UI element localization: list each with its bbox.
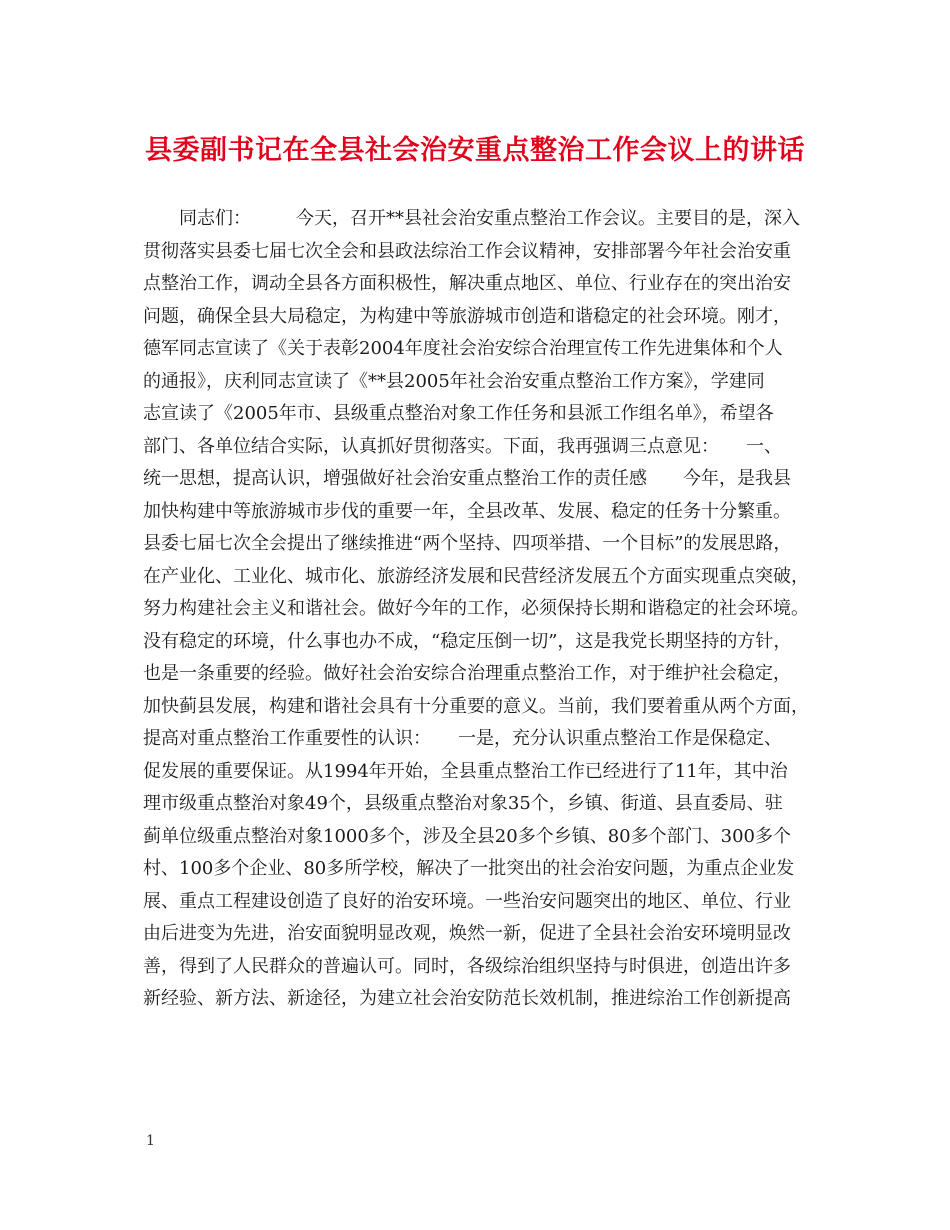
body-line: 努力构建社会主义和谐社会。做好今年的工作，必须保持长期和谐稳定的社会环境。 xyxy=(143,598,809,619)
body-line: 志宣读了《2005年市、县级重点整治对象工作任务和县派工作组名单》，希望各 xyxy=(143,403,774,424)
body-line: 在产业化、工业化、城市化、旅游经济发展和民营经济发展五个方面实现重点突破， xyxy=(143,565,809,587)
body-line: 蓟单位级重点整治对象1000多个，涉及全县20多个乡镇、80多个部门、300多个 xyxy=(143,825,791,847)
body-line: 部门、各单位结合实际，认真抓好贯彻落实。下面，我再强调三点意见： 一、 xyxy=(143,435,782,457)
body-line: 提高对重点整治工作重要性的认识： 一是，充分认识重点整治工作是保稳定、 xyxy=(143,728,782,749)
body-line: 统一思想，提高认识，增强做好社会治安重点整治工作的责任感 今年，是我县 xyxy=(143,468,791,489)
body-line: 的通报》，庆利同志宣读了《**县2005年社会治安重点整治工作方案》，学建同 xyxy=(143,370,765,392)
body-line: 问题，确保全县大局稳定，为构建中等旅游城市创造和谐稳定的社会环境。刚才， xyxy=(143,305,791,327)
body-line: 村、100多个企业、80多所学校，解决了一批突出的社会治安问题，为重点企业发 xyxy=(143,858,795,879)
document-body xyxy=(143,203,827,1016)
body-line: 善，得到了人民群众的普遍认可。同时，各级综治组织坚持与时俱进，创造出许多 xyxy=(143,955,791,977)
body-line: 新经验、新方法、新途径，为建立社会治安防范长效机制，推进综治工作创新提高 xyxy=(143,988,791,1009)
body-line: 加快蓟县发展，构建和谐社会具有十分重要的意义。当前，我们要着重从两个方面， xyxy=(143,695,809,717)
body-line: 加快构建中等旅游城市步伐的重要一年，全县改革、发展、稳定的任务十分繁重。 xyxy=(143,500,791,522)
document-title: 县委副书记在全县社会治安重点整治工作会议上的讲话 xyxy=(145,135,805,166)
body-line: 由后进变为先进，治安面貌明显改观，焕然一新，促进了全县社会治安环境明显改 xyxy=(143,923,791,944)
body-line: 理市级重点整治对象49个，县级重点整治对象35个，乡镇、街道、县直委局、驻 xyxy=(143,793,783,814)
body-line: 县委七届七次全会提出了继续推进“两个坚持、四项举措、一个目标”的发展思路， xyxy=(143,533,792,554)
body-line: 没有稳定的环境，什么事也办不成，“稳定压倒一切”，这是我党长期坚持的方针， xyxy=(143,630,792,652)
page-number: 1 xyxy=(146,1133,155,1149)
body-line: 贯彻落实县委七届七次全会和县政法综治工作会议精神，安排部署今年社会治安重 xyxy=(143,240,791,262)
body-line: 展、重点工程建设创造了良好的治安环境。一些治安问题突出的地区、单位、行业 xyxy=(143,890,791,912)
body-line: 促发展的重要保证。从1994年开始，全县重点整治工作已经进行了11年，其中治 xyxy=(143,760,788,782)
body-line: 也是一条重要的经验。做好社会治安综合治理重点整治工作，对于维护社会稳定， xyxy=(143,663,791,684)
body-line: 德军同志宣读了《关于表彰2004年度社会治安综合治理宣传工作先进集体和个人 xyxy=(143,338,783,359)
body-line: 同志们： 今天，召开**县社会治安重点整治工作会议。主要目的是，深入 xyxy=(143,208,800,229)
body-line: 点整治工作，调动全县各方面积极性，解决重点地区、单位、行业存在的突出治安 xyxy=(143,273,791,294)
